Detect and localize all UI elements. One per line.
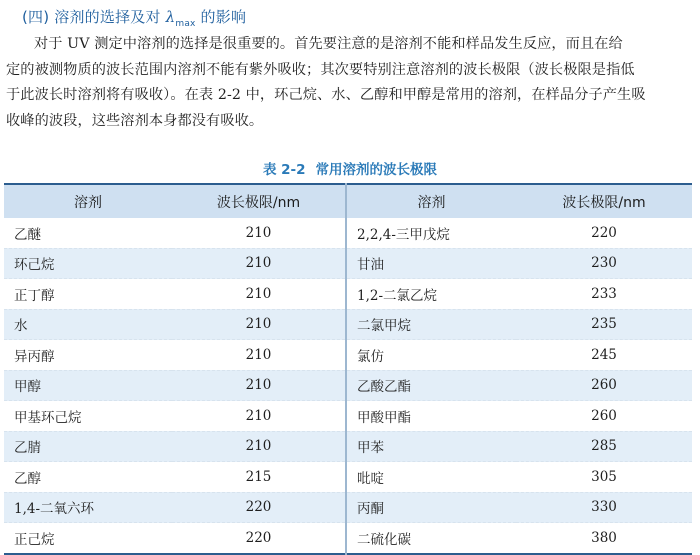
cell-solvent-right: 二硫化碳: [357, 531, 411, 548]
table-row: [4, 218, 692, 248]
cell-solvent-left: 异丙醇: [14, 348, 55, 365]
cell-solvent-left: 1,4-二氧六环: [4, 492, 172, 523]
solvent-wavelength-table: [4, 183, 692, 555]
header-limit-left: 波长极限/nm: [172, 184, 346, 218]
cell-limit-left: 210: [172, 309, 346, 340]
heading-prefix: (四) 溶剂的选择及对: [22, 8, 166, 26]
cell-limit-left: 210: [172, 401, 346, 432]
cell-solvent-left: 环己烷: [4, 248, 172, 279]
cell-limit-right: 220: [591, 224, 617, 241]
cell-limit-right: 260: [591, 407, 617, 424]
table-title: 常用溶剂的波长极限: [315, 162, 438, 178]
cell-solvent-left: 乙腈: [4, 431, 172, 462]
cell-solvent-right: 甲苯: [346, 431, 516, 462]
cell-limit-left: 220: [172, 523, 346, 554]
cell-limit-left: 210: [172, 340, 346, 371]
header-solvent-left: 溶剂: [4, 184, 172, 218]
table-number: 表 2-2: [262, 162, 306, 178]
cell-limit-right: 285: [516, 431, 692, 462]
table-row: [4, 431, 692, 462]
table-row: [4, 523, 692, 554]
cell-solvent-left: 甲醇: [4, 370, 172, 401]
header-solvent-right: 溶剂: [346, 184, 516, 218]
table-caption: [0, 158, 700, 178]
cell-limit-right: 245: [591, 346, 617, 363]
section-heading: [22, 6, 246, 29]
table-row: [4, 401, 692, 432]
paragraph-line: 收峰的波段，这些溶剂本身都没有吸收。: [6, 112, 264, 129]
cell-limit-left: 210: [172, 370, 346, 401]
cell-limit-right: 235: [516, 309, 692, 340]
heading-suffix: 的影响: [195, 8, 247, 26]
cell-solvent-left: 正丁醇: [14, 287, 55, 304]
cell-solvent-left: 乙醇: [14, 470, 41, 487]
cell-limit-left: 210: [172, 279, 346, 310]
paragraph-line: 定的被测物质的波长范围内溶剂不能有紫外吸收；其次要特别注意溶剂的波长极限（波长极限是指低: [6, 61, 635, 78]
cell-limit-right: 230: [516, 248, 692, 279]
cell-limit-left: 210: [172, 218, 346, 248]
table-row: [4, 279, 692, 310]
cell-limit-left: 220: [172, 492, 346, 523]
table-row: [4, 462, 692, 493]
cell-solvent-left: 乙醚: [14, 226, 41, 243]
cell-solvent-right: 2,2,4-三甲戊烷: [357, 226, 450, 243]
paragraph-line: 于此波长时溶剂将有吸收）。在表 2-2 中，环己烷、水、乙醇和甲醇是常用的溶剂，在样品分子产生吸: [6, 87, 646, 103]
cell-limit-right: 380: [591, 529, 617, 546]
table-row: [4, 248, 692, 279]
cell-solvent-left: 甲基环己烷: [14, 409, 82, 426]
cell-solvent-right: 甘油: [346, 248, 516, 279]
cell-limit-right: 305: [591, 468, 617, 485]
body-paragraph: [6, 32, 692, 134]
cell-solvent-right: 二氯甲烷: [346, 309, 516, 340]
cell-solvent-right: 丙酮: [346, 492, 516, 523]
cell-limit-left: 210: [172, 248, 346, 279]
cell-limit-left: 215: [172, 462, 346, 493]
paragraph-line: 对于 UV 测定中溶剂的选择是很重要的。首先要注意的是溶剂不能和样品发生反应，而且在给: [34, 36, 623, 52]
cell-solvent-right: 氯仿: [357, 348, 384, 365]
table-row: [4, 370, 692, 401]
cell-solvent-left: 水: [4, 309, 172, 340]
table-row: [4, 309, 692, 340]
lambda-symbol: λ: [165, 8, 176, 26]
table-header-row: [4, 184, 692, 218]
cell-solvent-right: 乙酸乙酯: [346, 370, 516, 401]
table-row: [4, 492, 692, 523]
lambda-subscript: max: [175, 19, 196, 29]
cell-solvent-left: 正己烷: [14, 531, 55, 548]
cell-limit-right: 260: [516, 370, 692, 401]
cell-solvent-right: 吡啶: [357, 470, 384, 487]
table-body: [4, 218, 692, 554]
cell-limit-right: 233: [591, 285, 617, 302]
cell-solvent-right: 甲酸甲酯: [357, 409, 411, 426]
cell-limit-left: 210: [172, 431, 346, 462]
header-limit-right: 波长极限/nm: [516, 184, 692, 218]
cell-limit-right: 330: [516, 492, 692, 523]
table-row: [4, 340, 692, 371]
cell-solvent-right: 1,2-二氯乙烷: [357, 287, 438, 304]
